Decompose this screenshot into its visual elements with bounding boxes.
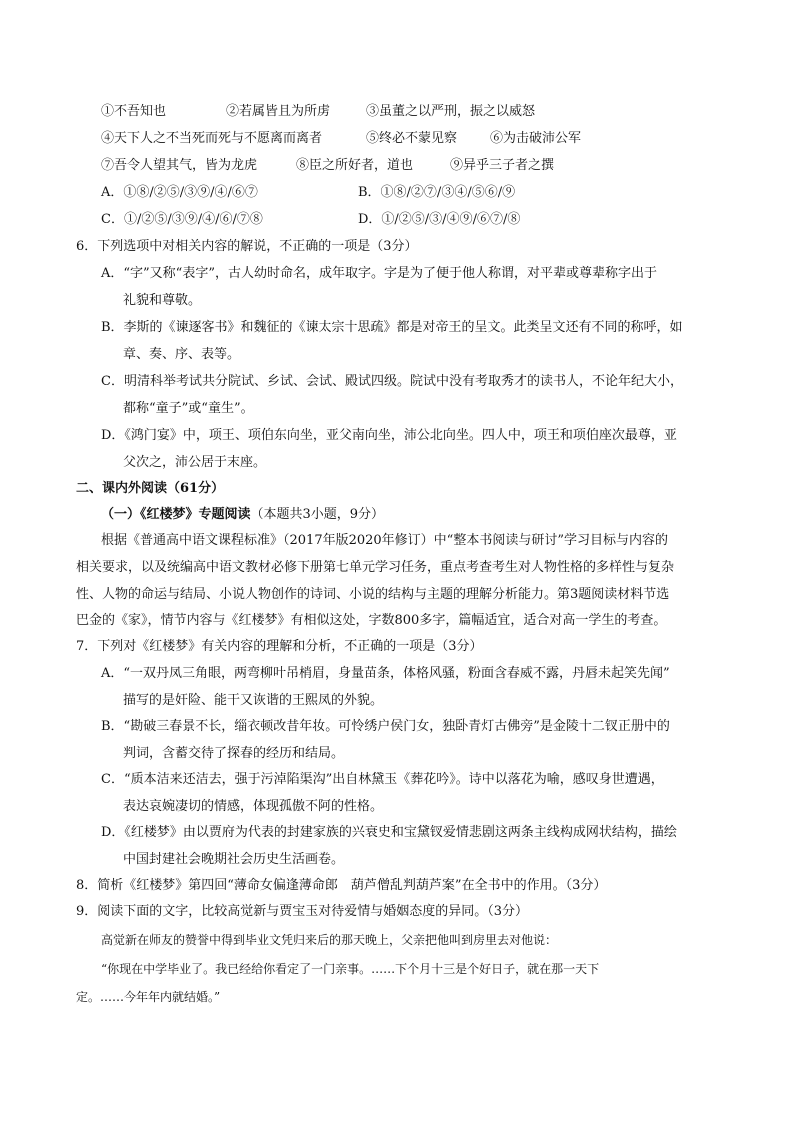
- choice-item: ⑦吾令人望其气，皆为龙虎: [101, 158, 258, 173]
- option-c: C．①/②⑤/③⑨/④/⑥/⑦⑧: [101, 212, 263, 227]
- intro-paragraph-line: 根据《普通高中语文课程标准》（2017年版2020年修订）中“整本书阅读与研讨”学习目标与内容的: [101, 533, 668, 548]
- q7-option-d-cont: 中国封建社会晚期社会历史生活画卷。: [123, 852, 345, 867]
- choice-item: ①不吾知也: [101, 104, 167, 119]
- intro-paragraph-line: 性、人物的命运与结局、小说人物创作的诗词、小说的结构与主题的理解分析能力。第3题阅读材料节选: [76, 587, 670, 602]
- q7-option-c-cont: 表达哀婉凄切的情感，体现孤傲不阿的性格。: [123, 799, 384, 814]
- choice-item: ②若属皆且为所虏: [226, 104, 331, 119]
- q7-option-c: C．“质本洁来还洁去，强于污淖陷渠沟”出自林黛玉《葬花吟》。诗中以落花为喻，感叹身世遭遇，: [101, 772, 664, 787]
- q6-option-a: A．“字”又称“表字”，古人幼时命名，成年取字。字是为了便于他人称谓，对平辈或尊辈称字出于: [101, 266, 657, 281]
- intro-paragraph-line: 相关要求，以及统编高中语文教材必修下册第七单元学习任务，重点考查考生对人物性格的多样性与复杂: [76, 560, 675, 575]
- choice-item: ⑥为击破沛公军: [490, 131, 582, 146]
- question-9-stem: 9．阅读下面的文字，比较高觉新与贾宝玉对待爱情与婚姻态度的异同。（3分）: [76, 904, 529, 919]
- q7-option-a: A．“一双丹凤三角眼，两弯柳叶吊梢眉，身量苗条，体格风骚，粉面含春威不露，丹唇未起笑先闻”: [101, 666, 670, 681]
- section-title: 二、课内外阅读（61分）: [76, 481, 225, 496]
- option-b: B．①⑧/②⑦/③④/⑤⑥/⑨: [358, 185, 516, 200]
- intro-paragraph-line: 巴金的《家》，情节内容与《红楼梦》有相似这处，字数800多字，篇幅适宜，适合对高一学生的考查。: [76, 613, 667, 628]
- choice-item: ③虽董之以严刑，振之以威怒: [366, 104, 536, 119]
- q7-option-a-cont: 描写的是奸险、能干又诙谐的王熙凤的外貌。: [123, 693, 384, 708]
- subsection-title: [101, 506, 384, 524]
- q7-option-d: D．《红楼梦》由以贾府为代表的封建家族的兴衰史和宝黛钗爱情悲剧这两条主线构成网状结构，描绘: [101, 825, 677, 840]
- subsection-title-bold: （一）《红楼梦》专题阅读: [101, 507, 251, 522]
- passage-line: “你现在中学毕业了。我已经给你看定了一门亲事。……下个月十三是个好日子，就在那一天下: [101, 962, 600, 976]
- q6-option-d: D．《鸿门宴》中，项王、项伯东向坐，亚父南向坐，沛公北向坐。四人中，项王和项伯座次最尊，亚: [101, 428, 677, 443]
- passage-line: 定。……今年年内就结婚。”: [76, 990, 221, 1004]
- question-6-stem: 6．下列选项中对相关内容的解说，不正确的一项是（3分）: [76, 239, 418, 254]
- option-a: A．①⑧/②⑤/③⑨/④/⑥⑦: [101, 185, 258, 200]
- subsection-title-note: （本题共3小题，9分）: [250, 507, 385, 522]
- question-7-stem: 7．下列对《红楼梦》有关内容的理解和分析，不正确的一项是（3分）: [76, 639, 483, 654]
- q6-option-b-cont: 章、奏、序、表等。: [123, 347, 241, 362]
- q6-option-c: C．明清科举考试共分院试、乡试、会试、殿试四级。院试中没有考取秀才的读书人，不论年纪大小，: [101, 374, 683, 389]
- choice-item: ⑧臣之所好者，道也: [296, 158, 414, 173]
- q6-option-c-cont: 都称“童子”或“童生”。: [123, 401, 254, 416]
- choice-item: ⑤终必不蒙见察: [366, 131, 458, 146]
- choice-item: ⑨异乎三子者之撰: [450, 158, 555, 173]
- q6-option-b: B．李斯的《谏逐客书》和魏征的《谏太宗十思疏》都是对帝王的呈文。此类呈文还有不同的称呼，如: [101, 320, 683, 335]
- choice-item: ④天下人之不当死而死与不愿离而离者: [101, 131, 323, 146]
- passage-line: 高觉新在师友的赞誉中得到毕业文凭归来后的那天晚上，父亲把他叫到房里去对他说：: [101, 933, 558, 947]
- option-d: D．①/②⑤/③/④⑨/⑥⑦/⑧: [358, 212, 521, 227]
- q6-option-d-cont: 父次之，沛公居于末座。: [123, 455, 267, 470]
- q6-option-a-cont: 礼貌和尊敬。: [123, 293, 202, 308]
- q7-option-b: B．“勘破三春景不长，缁衣顿改昔年妆。可怜绣户侯门女，独卧青灯古佛旁”是金陵十二钗正册中的: [101, 719, 670, 734]
- q7-option-b-cont: 判词，含蓄交待了探春的经历和结局。: [123, 746, 345, 761]
- question-8-stem: 8．简析《红楼梦》第四回“薄命女偏逢薄命郎 葫芦僧乱判葫芦案”在全书中的作用。（3分）: [76, 878, 607, 893]
